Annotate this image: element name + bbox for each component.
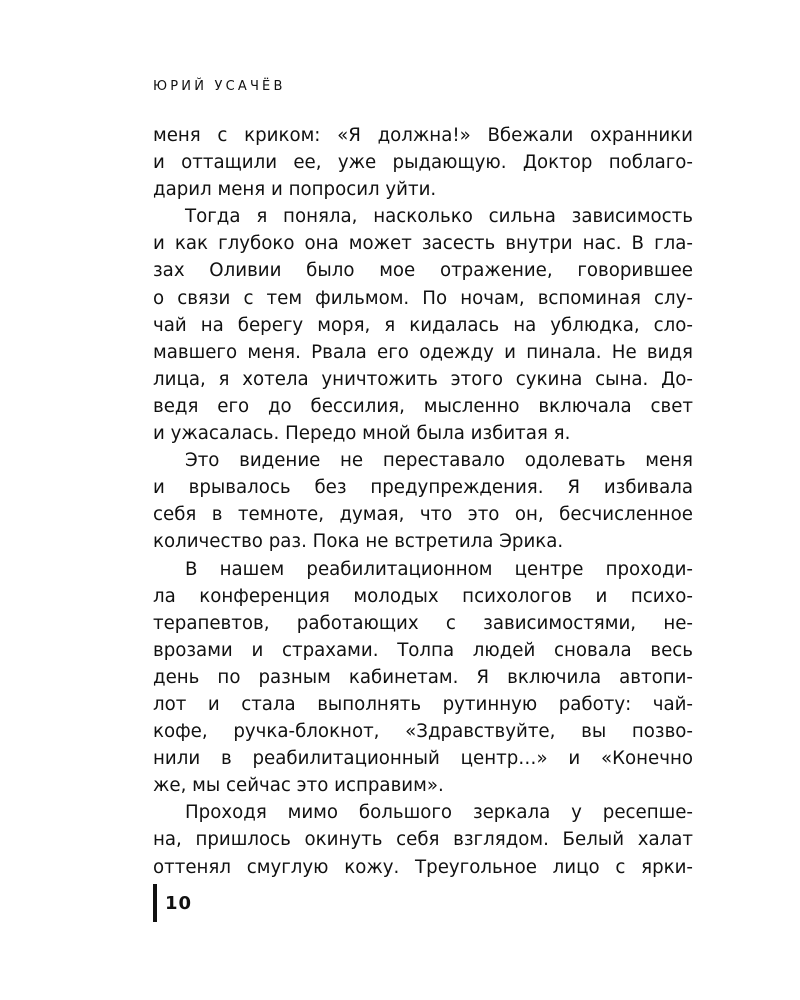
- text-line: о связи с тем фильмом. По ночам, вспоминая слу-: [153, 287, 693, 309]
- body-text: [153, 122, 693, 881]
- text-line: нили в реабилитационный центр…» и «Конечно: [153, 748, 693, 770]
- text-line: день по разным кабинетам. Я включила автопи-: [153, 666, 693, 688]
- text-line: количество раз. Пока не встретила Эрика.: [153, 531, 564, 553]
- text-line: В нашем реабилитационном центре проходи-: [185, 558, 693, 580]
- text-line: на, пришлось окинуть себя взглядом. Белый халат: [153, 829, 693, 851]
- text-line: оттенял смуглую кожу. Треугольное лицо с ярки-: [153, 856, 693, 878]
- text-line: зах Оливии было мое отражение, говорившее: [153, 260, 693, 282]
- text-line: мавшего меня. Рвала его одежду и пинала. Не видя: [153, 341, 693, 363]
- text-line: и оттащили ее, уже рыдающую. Доктор поблаго-: [153, 152, 693, 174]
- text-line: и врывалось без предупреждения. Я избивала: [153, 477, 693, 499]
- text-line: лица, я хотела уничтожить этого сукина сына. До-: [153, 368, 693, 390]
- text-line: кофе, ручка-блокнот, «Здравствуйте, вы позво-: [153, 721, 693, 743]
- text-line: лот и стала выполнять рутинную работу: чай-: [153, 693, 693, 715]
- text-line: Тогда я поняла, насколько сильна зависимость: [185, 206, 693, 228]
- text-line: и как глубоко она может засесть внутри нас. В гла-: [153, 233, 693, 255]
- text-line: ведя его до бессилия, мысленно включала свет: [153, 395, 693, 417]
- text-line: Проходя мимо большого зеркала у ресепше-: [185, 802, 693, 824]
- text-line: ла конференция молодых психологов и психо-: [153, 585, 693, 607]
- text-line: себя в темноте, думая, что это он, бесчисленное: [153, 504, 693, 526]
- folio-bar: [153, 884, 157, 922]
- text-line: и ужасалась. Передо мной была избитая я.: [153, 423, 571, 445]
- page-folio: [153, 884, 192, 922]
- text-line: Это видение не переставало одолевать меня: [185, 450, 693, 472]
- text-line: меня с криком: «Я должна!» Вбежали охранники: [153, 125, 693, 146]
- text-line: терапевтов, работающих с зависимостями, не-: [153, 612, 693, 634]
- text-line: же, мы сейчас это исправим».: [153, 775, 444, 797]
- text-line: дарил меня и попросил уйти.: [153, 179, 437, 201]
- text-line: чай на берегу моря, я кидалась на ублюдка, сло-: [153, 314, 693, 336]
- page-number: 10: [165, 892, 193, 914]
- running-head-author: ЮРИЙ УСАЧЁВ: [153, 79, 286, 94]
- text-line: врозами и страхами. Толпа людей сновала весь: [153, 639, 693, 661]
